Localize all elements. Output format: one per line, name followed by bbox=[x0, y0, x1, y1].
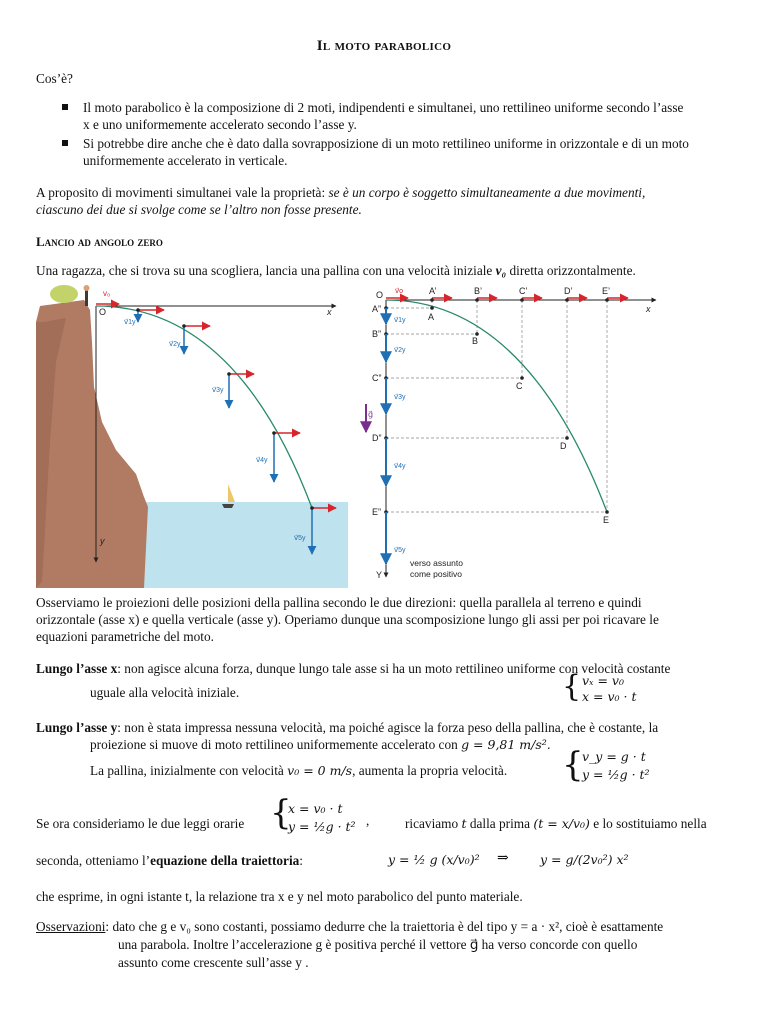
svg-text:D: D bbox=[560, 441, 567, 451]
vy-labels bbox=[394, 316, 406, 554]
asse-x-line2: uguale alla velocità iniziale. bbox=[90, 685, 240, 700]
origin-label: O bbox=[99, 307, 107, 317]
guide-lines bbox=[386, 300, 607, 512]
asse-x-equations: vₓ = v₀ x = v₀ · t bbox=[582, 673, 637, 704]
svg-text:v₀: v₀ bbox=[103, 289, 111, 298]
trajectory bbox=[386, 300, 607, 512]
implies-arrow: ⇒ bbox=[497, 851, 509, 866]
tree bbox=[50, 285, 78, 303]
launch-paragraph: Una ragazza, che si trova su una scogliera, lancia una pallina con una velocità iniziale v₀ diretta orizzontalmente. bbox=[36, 263, 636, 278]
asse-y-line3: La pallina, inizialmente con velocità v₀ = 0 m/s, aumenta la propria velocità. bbox=[90, 763, 508, 778]
asse-y-line2: proiezione si muove di moto rettilineo uniformemente accelerato con g = 9,81 m/s². bbox=[90, 737, 551, 752]
svg-text:E’: E’ bbox=[602, 286, 611, 296]
svg-text:B”: B” bbox=[372, 329, 381, 339]
svg-text:B’: B’ bbox=[474, 286, 483, 296]
top-point-labels bbox=[429, 286, 610, 296]
observations-line3: assunto come crescente sull’asse y . bbox=[118, 955, 309, 970]
asse-x-paragraph: Lungo l’asse x: non agisce alcuna forza, dunque lungo tale asse si ha un moto rettilineo uniforme con velocità costante bbox=[36, 661, 671, 676]
svg-text:A: A bbox=[428, 312, 435, 322]
projection-figure bbox=[356, 282, 666, 588]
svg-text:A”: A” bbox=[372, 304, 381, 314]
x-axis-label: x bbox=[327, 307, 332, 317]
g-label: g⃗ bbox=[368, 410, 374, 419]
bullet-marker bbox=[62, 104, 68, 110]
combine-middle: ricaviamo t dalla prima (t = x/v₀) e lo sostituiamo nella bbox=[405, 816, 707, 831]
combine-second: seconda, otteniamo l’equazione della traiettoria: bbox=[36, 853, 303, 868]
express-paragraph: che esprime, in ogni istante t, la relazione tra x e y nel moto parabolico del punto materiale. bbox=[36, 889, 523, 904]
note-line-1: verso assunto bbox=[410, 558, 463, 568]
svg-text:A’: A’ bbox=[429, 286, 437, 296]
trajectory-eq-1: y = ½ g (x/v₀)² bbox=[388, 852, 480, 867]
svg-text:v⃗2y: v⃗2y bbox=[169, 341, 181, 348]
svg-text:B: B bbox=[472, 336, 479, 346]
svg-text:D’: D’ bbox=[564, 286, 573, 296]
svg-text:C”: C” bbox=[372, 373, 382, 383]
observe-paragraph: Osserviamo le proiezioni delle posizioni della pallina secondo le due direzioni: quella parallela al terreno e quindi orizzontale (asse x) e quella verticale (asse y). Operiamo dunque una scomposizione lungo gli assi per poi ricavare le equazioni parametriche del moto. bbox=[36, 595, 659, 644]
y-axis-label: y bbox=[100, 536, 105, 546]
boat bbox=[222, 504, 234, 508]
svg-text:v⃗2y: v⃗2y bbox=[394, 347, 406, 354]
bullet-2: Si potrebbe dire anche che è dato dalla sovrapposizione di un moto rettilineo uniforme in orizzontale e di un moto uniformemente accelerato in verticale. bbox=[83, 136, 689, 168]
brace: { bbox=[562, 745, 584, 785]
svg-text:v⃗4y: v⃗4y bbox=[394, 463, 406, 470]
projection-points bbox=[384, 298, 609, 514]
asse-y-equations: v_y = g · t y = ½g · t² bbox=[582, 749, 650, 782]
curve-point-labels bbox=[428, 312, 609, 525]
intro-question: Cos’è? bbox=[36, 71, 73, 86]
asse-y-paragraph: Lungo l’asse y: non è stata impressa nessuna velocità, ma poiché agisce la forza peso della pallina, che è costante, la bbox=[36, 720, 659, 735]
svg-text:C’: C’ bbox=[519, 286, 528, 296]
combine-equations: x = v₀ · t y = ½g · t² bbox=[288, 801, 356, 834]
x-axis-label: x bbox=[646, 304, 651, 314]
trajectory-eq-2: y = g/(2v₀²) x² bbox=[540, 852, 629, 867]
origin-label: O bbox=[376, 290, 384, 300]
svg-text:v⃗5y: v⃗5y bbox=[394, 547, 406, 554]
observations-line2: una parabola. Inoltre l’accelerazione g è positiva perché il vettore g⃗ ha verso concorde con quello bbox=[118, 937, 638, 952]
cliff-figure bbox=[36, 282, 348, 588]
brace: { bbox=[562, 669, 582, 704]
svg-text:v⃗1y: v⃗1y bbox=[394, 317, 406, 324]
svg-text:E: E bbox=[603, 515, 610, 525]
note-line-2: come positivo bbox=[410, 569, 462, 579]
svg-text:v⃗5y: v⃗5y bbox=[294, 535, 306, 542]
page-title: Il moto parabolico bbox=[316, 38, 452, 54]
svg-text:v⃗3y: v⃗3y bbox=[212, 387, 224, 394]
brace: { bbox=[270, 793, 292, 833]
svg-text:v⃗3y: v⃗3y bbox=[394, 394, 406, 401]
observations: Osservazioni: dato che g e v₀ sono costanti, possiamo dedurre che la traiettoria è del tipo y = a · x², cioè è esattamente bbox=[36, 919, 664, 934]
v0-label: v⃗o bbox=[395, 288, 404, 295]
svg-text:v⃗4y: v⃗4y bbox=[256, 457, 268, 464]
property-paragraph: A proposito di movimenti simultanei vale la proprietà: se è un corpo è soggetto simultaneamente a due movimenti, ciascuno dei due si svolge come se l’altro non fosse presente. bbox=[36, 185, 646, 217]
svg-text:D”: D” bbox=[372, 433, 382, 443]
svg-text:E”: E” bbox=[372, 507, 381, 517]
left-point-labels bbox=[372, 304, 382, 517]
comma: , bbox=[366, 813, 370, 828]
bullet-marker bbox=[62, 140, 68, 146]
bullet-1: Il moto parabolico è la composizione di 2 moti, indipendenti e simultanei, uno rettilineo uniforme secondo l’asse x e uno uniformemente accelerato secondo l’asse y. bbox=[83, 100, 684, 132]
section-title: Lancio ad angolo zero bbox=[36, 234, 163, 249]
y-axis-label: Y bbox=[376, 570, 383, 580]
combine-lead: Se ora consideriamo le due leggi orarie bbox=[36, 816, 245, 831]
svg-text:v⃗1y: v⃗1y bbox=[124, 319, 136, 326]
svg-text:C: C bbox=[516, 381, 523, 391]
